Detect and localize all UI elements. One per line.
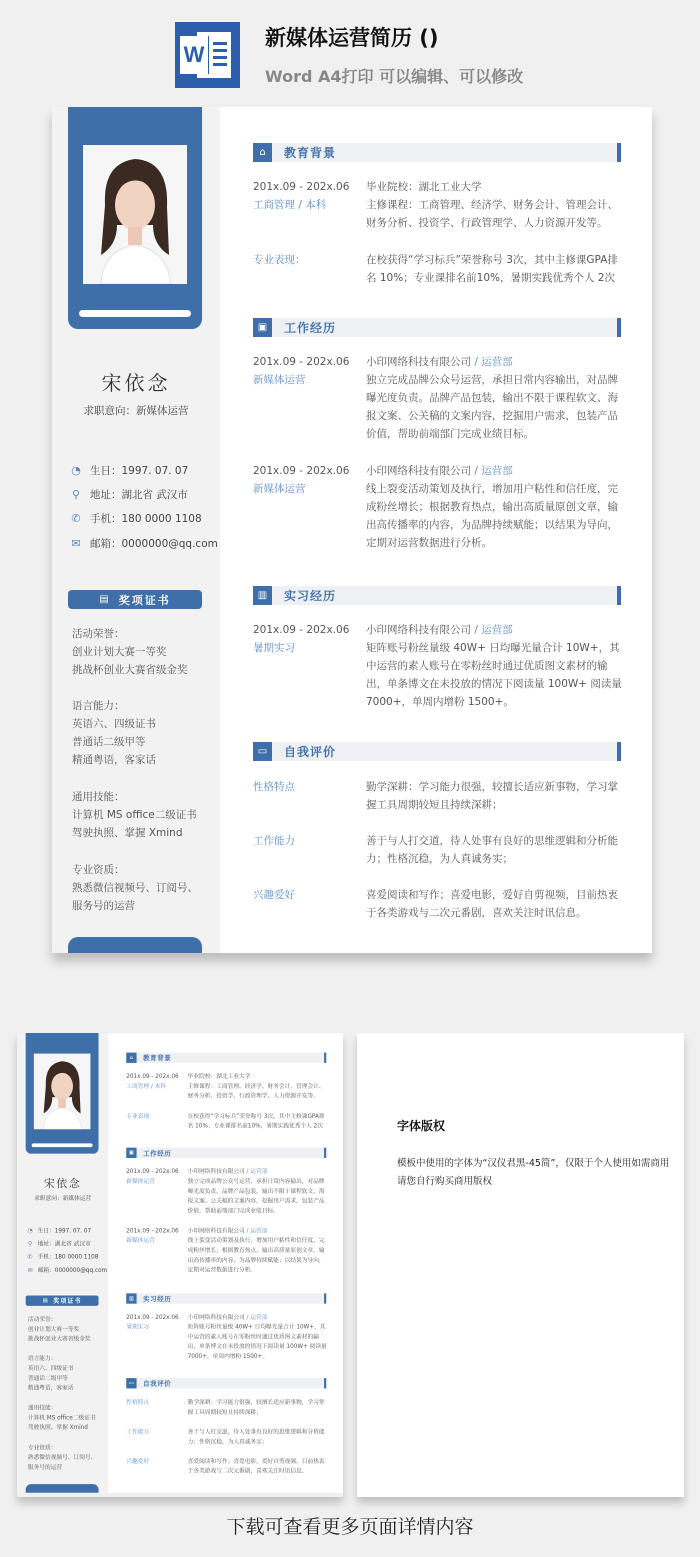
award-group-title: 活动荣誉： bbox=[72, 628, 125, 640]
section-title: 工作经历 bbox=[143, 1149, 172, 1157]
section-title: 自我评价 bbox=[284, 745, 337, 759]
award-group bbox=[28, 1354, 104, 1393]
self-eval-label: 性格特点 bbox=[126, 1399, 150, 1406]
photo-card-bar bbox=[79, 310, 191, 317]
profile-photo bbox=[34, 1054, 91, 1130]
job-intent: 求职意向：新媒体运营 bbox=[83, 405, 189, 417]
download-hint: 下载可查看更多页面详情内容 bbox=[226, 1516, 474, 1538]
section-header-self-evaluation bbox=[126, 1378, 326, 1388]
award-group-title: 通用技能： bbox=[72, 791, 125, 803]
performance-text: 在校获得“学习标兵”荣誉称号 3次，其中主修课GPA排名 10%；专业课排名前10%，暑期实践优秀个人 2次 bbox=[366, 254, 618, 284]
department: 运营部 bbox=[481, 624, 513, 636]
date-range: 201x.09 - 202x.06 bbox=[253, 465, 350, 477]
section-header-work bbox=[253, 318, 621, 337]
school: 毕业院校：湖北工业大学 bbox=[366, 181, 482, 193]
resume-thumbnail-page: 宋依念 求职意向：新媒体运营 ◔ 生日：1997. 07. 07 ⚲ 地址：湖北省 武汉市 ✆ 手机：180 0000 1108 ✉ 邮箱：0000000@qq.com ▤ 奖项证书 活动荣誉： 创业计划大赛一等奖 挑战杯创业大赛省级金奖 语言能力： 英语六、四级证书 普通话二级甲等 精通粤语，客家话 通用技能： 计算机 MS office二级证书驾驶执照、掌握 Xmind 专业资质： 熟悉微信视频号、订阅号、服务号的运营 ⌂ 教育背景 201x.09 - 202x.06 工商管理 / 本科 毕业院校：湖北工业大学 主修课程：工商管理、经济学、财务会计、管理会计、财务分析、投资学、行政管理学、人力资源开发等。 专业表现： 在校获得“学习标兵”荣誉称号 3次，其中主修课GPA排名 10%；专业课排名前10%，暑期实践优秀个人 2次 ▣ 工作经历 201x.09 - 202x.06 新媒体运营 小印网络科技有限公司 / 运营部 独立完成品牌公众号运营，承担日常内容输出，对品牌曝光度负责。品牌产品包装，输出不限于课程软文、海报文案、公关稿的文案内容，挖掘用户需求，包装产品价值，帮助前端部门完成业绩目标。 201x.09 - 202x.06 新媒体运营 小印网络科技有限公司 / 运营部 线上裂变活动策划及执行，增加用户粘性和信任度，完成粉丝增长；根据教育热点，输出高质量原创文章，输出高传播率的内容，为品牌持续赋能；以结果为导向，定期对运营数据进行分析。 ▥ 实习经历 201x.09 - 202x.06 暑期实习 小印网络科技有限公司 / 运营部 矩阵账号粉丝量级 40W+ 日均曝光量合计 10W+，其中运营的素人账号在零粉丝时通过优质图文素材的输出，单条博文在未投放的情况下阅读量 100W+ 阅读量 7000+，单周内增粉 1500+。 ▭ 自我评价 性格特点 勤学深耕：学习能力很强，较擅长适应新事物，学习掌握工具周期较短且持续深耕； 工作能力 善于与人打交道，待人处事有良好的思维逻辑和分析能力；性格沉稳，为人真诚务实； 兴趣爱好 喜爱阅读和写作；喜爱电影，爱好自剪视频，目前热衷于各类游戏与二次元番剧，喜欢关注时讯信息。 bbox=[17, 1033, 343, 1493]
briefcase-icon: ▣ bbox=[126, 1148, 136, 1158]
contact-phone bbox=[27, 1253, 99, 1261]
photo-card-bar bbox=[32, 1143, 93, 1147]
company: 小印网络科技有限公司 bbox=[366, 624, 471, 636]
resume-sidebar bbox=[52, 107, 220, 953]
internship-description: 矩阵账号粉丝量级 40W+ 日均曝光量合计 10W+，其中运营的素人账号在零粉丝时通过优质图文素材的输出，单条博文在未投放的情况下阅读量 100W+ 阅读量 7000+，单周内增粉 1500+。 bbox=[366, 642, 622, 708]
date-range: 201x.09 - 202x.06 bbox=[253, 356, 350, 368]
contact-text: 生日：1997. 07. 07 bbox=[37, 1227, 92, 1235]
section-header-internship bbox=[253, 586, 621, 605]
email-icon: ✉ bbox=[27, 1266, 33, 1274]
self-eval-text: 勤学深耕：学习能力很强，较擅长适应新事物，学习掌握工具周期较短且持续深耕； bbox=[187, 1399, 325, 1416]
award-group-title: 通用技能： bbox=[27, 1404, 57, 1412]
contact-email bbox=[70, 536, 218, 551]
award-item: 精通粤语，客家话 bbox=[72, 754, 156, 766]
company: 小印网络科技有限公司 bbox=[187, 1227, 245, 1235]
award-group-title: 语言能力： bbox=[27, 1355, 57, 1362]
phone-icon: ✆ bbox=[71, 512, 81, 525]
awards-header bbox=[26, 1296, 99, 1306]
award-group bbox=[28, 1443, 101, 1472]
company: 小印网络科技有限公司 bbox=[187, 1168, 245, 1175]
comment-icon: ▭ bbox=[253, 742, 272, 761]
award-item: 普通话二级甲等 bbox=[72, 736, 146, 748]
contact-birthday bbox=[27, 1226, 91, 1234]
date-range: 201x.09 - 202x.06 bbox=[126, 1227, 179, 1235]
contact-text: 邮箱：0000000@qq.com bbox=[90, 538, 218, 550]
department: 运营部 bbox=[481, 465, 513, 477]
contact-address bbox=[70, 487, 188, 502]
award-group bbox=[28, 1315, 104, 1344]
role: 新媒体运营 bbox=[253, 483, 306, 495]
section-title: 实习经历 bbox=[143, 1294, 172, 1303]
role: 新媒体运营 bbox=[126, 1237, 155, 1244]
role: 暑期实习 bbox=[126, 1323, 150, 1331]
award-group-title: 活动荣誉： bbox=[27, 1316, 57, 1323]
role: 新媒体运营 bbox=[253, 374, 306, 386]
self-eval-text: 善于与人打交道，待人处事有良好的思维逻辑和分析能力；性格沉稳，为人真诚务实； bbox=[187, 1428, 325, 1445]
photo-card bbox=[68, 107, 202, 329]
award-item: 普通话二级甲等 bbox=[27, 1374, 68, 1382]
award-group-title: 语言能力： bbox=[72, 700, 125, 712]
company: 小印网络科技有限公司 bbox=[366, 465, 471, 477]
photo-card bbox=[26, 1033, 99, 1154]
page-subtitle: Word A4打印 可以编辑、可以修改 bbox=[265, 67, 524, 86]
award-group-title: 专业资质： bbox=[72, 864, 125, 876]
self-eval-text: 喜爱阅读和写作；喜爱电影，爱好自剪视频，目前热衷于各类游戏与二次元番剧，喜欢关注时讯信息。 bbox=[187, 1458, 325, 1475]
major: 工商管理 / 本科 bbox=[126, 1083, 167, 1090]
sidebar-bottom-bar bbox=[26, 1484, 99, 1493]
profile-photo bbox=[83, 145, 187, 284]
role: 新媒体运营 bbox=[126, 1178, 155, 1185]
job-description: 线上裂变活动策划及执行，增加用户粘性和信任度，完成粉丝增长；根据教育热点，输出高质量原创文章，输出高传播率的内容，为品牌持续赋能；以结果为导向，定期对运营数据进行分析。 bbox=[366, 483, 618, 549]
award-item: 熟悉微信视频号、订阅号、服务号的运营 bbox=[72, 882, 198, 912]
courses: 主修课程：工商管理、经济学、财务会计、管理会计、财务分析、投资学、行政管理学、人力资源开发等。 bbox=[187, 1083, 325, 1100]
copyright-text: 模板中使用的字体为“汉仪君黑-45简”，仅限于个人使用如需商用请您自行购买商用版权 bbox=[397, 1158, 670, 1187]
building-icon: ▥ bbox=[126, 1293, 136, 1303]
school: 毕业院校：湖北工业大学 bbox=[187, 1073, 251, 1080]
location-icon: ⚲ bbox=[71, 488, 81, 501]
date-range: 201x.09 - 202x.06 bbox=[126, 1168, 179, 1175]
resume-thumbnail bbox=[17, 1033, 343, 1497]
section-title: 自我评价 bbox=[143, 1379, 172, 1388]
self-eval-label: 兴趣爱好 bbox=[126, 1458, 150, 1465]
location-icon: ⚲ bbox=[27, 1240, 33, 1248]
contact-address bbox=[27, 1240, 91, 1248]
date-range: 201x.09 - 202x.06 bbox=[126, 1073, 179, 1080]
self-eval-label: 兴趣爱好 bbox=[253, 889, 295, 901]
award-group bbox=[72, 697, 212, 769]
candidate-name: 宋依念 bbox=[43, 1176, 82, 1190]
contact-text: 手机：180 0000 1108 bbox=[90, 513, 202, 525]
resume-page-preview: 宋依念 求职意向：新媒体运营 ◔ 生日：1997. 07. 07 ⚲ 地址：湖北省 武汉市 ✆ 手机：180 0000 1108 ✉ 邮箱：0000000@qq.com ▤ 奖项证书 活动荣誉： 创业计划大赛一等奖 挑战杯创业大赛省级金奖 语言能力： 英语六、四级证书 普通话二级甲等 精通粤语，客家话 通用技能： 计算机 MS office二级证书驾驶执照、掌握 Xmind 专业资质： 熟悉微信视频号、订阅号、服务号的运营 ⌂ 教育背景 201x.09 - 202x.06 工商管理 / 本科 毕业院校：湖北工业大学 主修课程：工商管理、经济学、财务会计、管理会计、财务分析、投资学、行政管理学、人力资源开发等。 专业表现： 在校获得“学习标兵”荣誉称号 3次，其中主修课GPA排名 10%；专业课排名前10%，暑期实践优秀个人 2次 ▣ 工作经历 201x.09 - 202x.06 新媒体运营 小印网络科技有限公司 / 运营部 独立完成品牌公众号运营，承担日常内容输出，对品牌曝光度负责。品牌产品包装，输出不限于课程软文、海报文案、公关稿的文案内容，挖掘用户需求，包装产品价值，帮助前端部门完成业绩目标。 201x.09 - 202x.06 新媒体运营 小印网络科技有限公司 / 运营部 线上裂变活动策划及执行，增加用户粘性和信任度，完成粉丝增长；根据教育热点，输出高质量原创文章，输出高传播率的内容，为品牌持续赋能；以结果为导向，定期对运营数据进行分析。 ▥ 实习经历 201x.09 - 202x.06 暑期实习 小印网络科技有限公司 / 运营部 矩阵账号粉丝量级 40W+ 日均曝光量合计 10W+，其中运营的素人账号在零粉丝时通过优质图文素材的输出，单条博文在未投放的情况下阅读量 100W+ 阅读量 7000+，单周内增粉 1500+。 ▭ 自我评价 性格特点 勤学深耕：学习能力很强，较擅长适应新事物，学习掌握工具周期较短且持续深耕； 工作能力 善于与人打交道，待人处事有良好的思维逻辑和分析能力；性格沉稳，为人真诚务实； 兴趣爱好 喜爱阅读和写作；喜爱电影，爱好自剪视频，目前热衷于各类游戏与二次元番剧，喜欢关注时讯信息。 bbox=[52, 107, 652, 953]
page-title: 新媒体运营简历 () bbox=[265, 26, 439, 50]
resume-sidebar bbox=[17, 1033, 108, 1493]
word-letter: W bbox=[180, 36, 208, 74]
date-range: 201x.09 - 202x.06 bbox=[253, 181, 350, 193]
date-range: 201x.09 - 202x.06 bbox=[126, 1313, 179, 1321]
candidate-name: 宋依念 bbox=[101, 371, 171, 395]
section-header-education bbox=[253, 143, 621, 162]
font-copyright-page bbox=[357, 1033, 684, 1497]
award-group bbox=[28, 1403, 101, 1432]
certificate-icon: ▤ bbox=[99, 594, 111, 605]
birthday-icon: ◔ bbox=[27, 1227, 33, 1235]
section-header-internship bbox=[126, 1293, 326, 1303]
award-item: 创业计划大赛一等奖 bbox=[27, 1325, 80, 1333]
copyright-title: 字体版权 bbox=[397, 1119, 446, 1133]
email-icon: ✉ bbox=[71, 537, 81, 550]
certificate-icon: ▤ bbox=[42, 1297, 49, 1304]
internship-description: 矩阵账号粉丝量级 40W+ 日均曝光量合计 10W+，其中运营的素人账号在零粉丝时通过优质图文素材的输出，单条博文在未投放的情况下阅读量 100W+ 阅读量 7000+，单周内增粉 1500+。 bbox=[187, 1323, 327, 1360]
section-title: 教育背景 bbox=[284, 146, 337, 160]
briefcase-icon: ▣ bbox=[253, 318, 272, 337]
awards-header bbox=[68, 590, 202, 609]
awards-title: 奖项证书 bbox=[53, 1297, 82, 1305]
award-group bbox=[72, 788, 206, 842]
contact-email bbox=[27, 1266, 107, 1274]
contact-text: 生日：1997. 07. 07 bbox=[90, 465, 189, 477]
role: 暑期实习 bbox=[253, 642, 295, 654]
award-item: 英语六、四级证书 bbox=[72, 718, 156, 730]
award-group bbox=[72, 861, 206, 915]
award-item: 英语六、四级证书 bbox=[27, 1365, 74, 1372]
courses: 主修课程：工商管理、经济学、财务会计、管理会计、财务分析、投资学、行政管理学、人力资源开发等。 bbox=[366, 199, 618, 229]
award-item: 精通粤语，客家话 bbox=[27, 1384, 74, 1392]
building-icon: ▥ bbox=[253, 586, 272, 605]
performance-label: 专业表现： bbox=[253, 254, 306, 266]
job-description: 线上裂变活动策划及执行，增加用户粘性和信任度，完成粉丝增长；根据教育热点，输出高质量原创文章，输出高传播率的内容，为品牌持续赋能；以结果为导向，定期对运营数据进行分析。 bbox=[187, 1237, 325, 1274]
department: 运营部 bbox=[250, 1227, 268, 1235]
phone-icon: ✆ bbox=[27, 1253, 33, 1261]
company: 小印网络科技有限公司 bbox=[187, 1313, 245, 1321]
performance-text: 在校获得“学习标兵”荣誉称号 3次，其中主修课GPA排名 10%；专业课排名前10%，暑期实践优秀个人 2次 bbox=[187, 1112, 325, 1130]
award-item: 计算机 MS office二级证书驾驶执照、掌握 Xmind bbox=[27, 1414, 96, 1431]
award-item: 熟悉微信视频号、订阅号、服务号的运营 bbox=[27, 1454, 97, 1471]
section-header-work bbox=[126, 1148, 326, 1158]
section-title: 实习经历 bbox=[284, 589, 337, 603]
department: 运营部 bbox=[250, 1313, 268, 1321]
award-item: 计算机 MS office二级证书驾驶执照、掌握 Xmind bbox=[72, 809, 197, 839]
department: 运营部 bbox=[481, 356, 513, 368]
section-header-self-evaluation bbox=[253, 742, 621, 761]
award-item: 创业计划大赛一等奖 bbox=[72, 646, 167, 658]
contact-text: 地址：湖北省 武汉市 bbox=[90, 489, 188, 501]
department: 运营部 bbox=[250, 1168, 268, 1175]
award-item: 挑战杯创业大赛省级金奖 bbox=[72, 664, 188, 676]
comment-icon: ▭ bbox=[126, 1378, 136, 1388]
self-eval-label: 性格特点 bbox=[253, 781, 295, 793]
self-eval-text: 喜爱阅读和写作；喜爱电影，爱好自剪视频，目前热衷于各类游戏与二次元番剧，喜欢关注时讯信息。 bbox=[366, 889, 618, 919]
self-eval-text: 勤学深耕：学习能力很强，较擅长适应新事物，学习掌握工具周期较短且持续深耕； bbox=[366, 781, 618, 811]
contact-text: 地址：湖北省 武汉市 bbox=[37, 1240, 91, 1248]
job-description: 独立完成品牌公众号运营，承担日常内容输出，对品牌曝光度负责。品牌产品包装，输出不限于课程软文、海报文案、公关稿的文案内容，挖掘用户需求，包装产品价值，帮助前端部门完成业绩目标。 bbox=[366, 374, 618, 440]
section-title: 工作经历 bbox=[284, 321, 337, 335]
award-group bbox=[72, 625, 212, 679]
self-eval-text: 善于与人打交道，待人处事有良好的思维逻辑和分析能力；性格沉稳，为人真诚务实； bbox=[366, 835, 618, 865]
section-title: 教育背景 bbox=[143, 1054, 172, 1062]
job-description: 独立完成品牌公众号运营，承担日常内容输出，对品牌曝光度负责。品牌产品包装，输出不限于课程软文、海报文案、公关稿的文案内容，挖掘用户需求，包装产品价值，帮助前端部门完成业绩目标。 bbox=[187, 1178, 325, 1214]
self-eval-label: 工作能力 bbox=[126, 1428, 150, 1436]
contact-birthday bbox=[70, 463, 188, 478]
contact-phone bbox=[70, 511, 202, 526]
major: 工商管理 / 本科 bbox=[253, 199, 327, 211]
contact-text: 邮箱：0000000@qq.com bbox=[37, 1267, 108, 1274]
section-header-education bbox=[126, 1053, 326, 1063]
job-intent: 求职意向：新媒体运营 bbox=[34, 1194, 92, 1202]
company: 小印网络科技有限公司 bbox=[366, 356, 471, 368]
date-range: 201x.09 - 202x.06 bbox=[253, 624, 350, 636]
graduation-cap-icon: ⌂ bbox=[126, 1053, 136, 1063]
word-icon bbox=[175, 22, 240, 88]
contact-text: 手机：180 0000 1108 bbox=[37, 1253, 99, 1261]
graduation-cap-icon: ⌂ bbox=[253, 143, 272, 162]
birthday-icon: ◔ bbox=[71, 464, 81, 477]
self-eval-label: 工作能力 bbox=[253, 835, 295, 847]
performance-label: 专业表现： bbox=[126, 1112, 155, 1120]
awards-title: 奖项证书 bbox=[118, 593, 171, 607]
award-group-title: 专业资质： bbox=[27, 1444, 57, 1451]
award-item: 挑战杯创业大赛省级金奖 bbox=[27, 1335, 91, 1343]
sidebar-bottom-bar bbox=[68, 937, 202, 953]
